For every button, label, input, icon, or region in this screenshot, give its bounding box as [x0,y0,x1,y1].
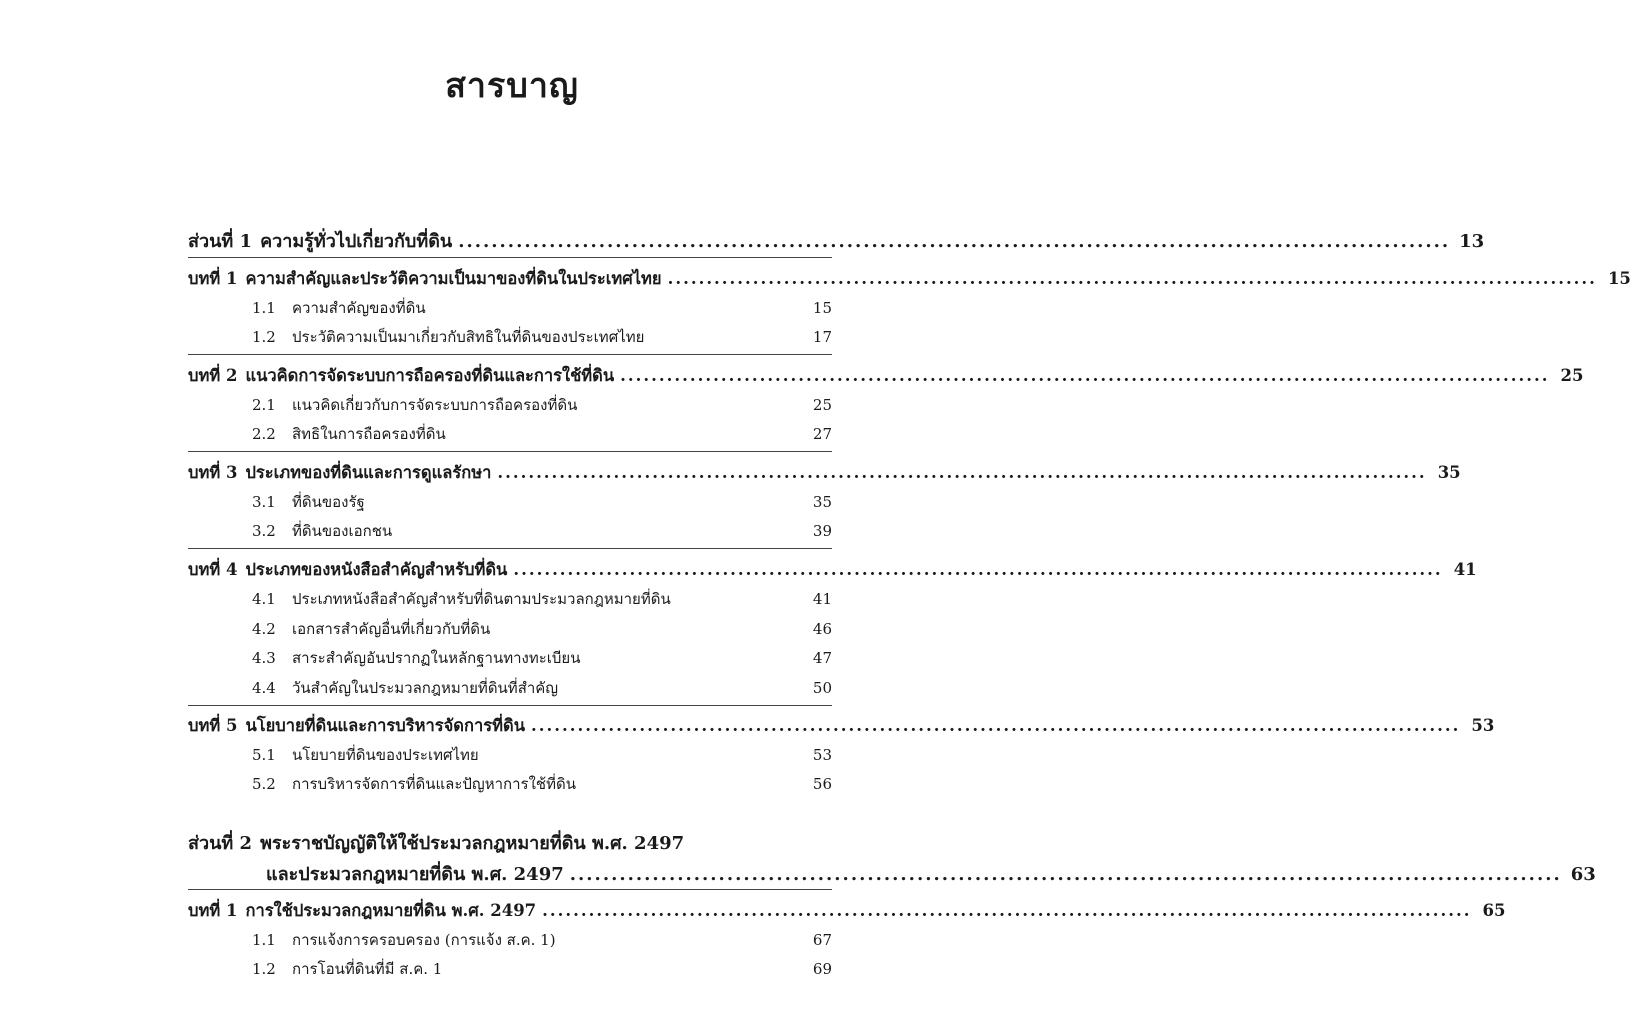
divider [188,889,832,890]
toc-page-number: 39 [812,522,832,540]
toc-page-number: 67 [812,931,832,949]
toc-part-2-section-1-1 [252,928,832,952]
toc-section-title: แนวคิดเกี่ยวกับการจัดระบบการถือครองที่ดิน [292,396,578,414]
dot-leader: ........................................................................................................................ [513,560,1443,579]
toc-section-title: การแจ้งการครอบครอง (การแจ้ง ส.ค. 1) [292,931,556,949]
toc-part-2-section-1-2 [252,957,832,981]
toc-section-1-1 [252,296,832,320]
toc-part-2-line-1 [188,828,832,857]
toc-section-title: สาระสำคัญอันปรากฏในหลักฐานทางทะเบียน [292,649,581,667]
toc-section-number: 2.1 [252,396,276,414]
toc-page-number: 56 [812,775,832,793]
toc-section-5-2 [252,772,832,796]
toc-section-number: 5.2 [252,775,276,793]
toc-chapter-title: แนวคิดการจัดระบบการถือครองที่ดินและการใช้ที่ดิน [245,366,615,385]
dot-leader: ........................................................................................................................ [542,901,1472,920]
toc-page-number: 27 [812,425,832,443]
toc-section-number: 4.2 [252,620,276,638]
toc-page-number: 46 [812,620,832,638]
toc-section-title: ประวัติความเป็นมาเกี่ยวกับสิทธิในที่ดินของประเทศไทย [292,328,645,346]
toc-section-4-4 [252,676,832,700]
toc-section-number: 2.2 [252,425,276,443]
toc-section-2-2 [252,422,832,446]
toc-section-4-2 [252,617,832,641]
toc-chapter-3 [188,460,1461,486]
toc-chapter-1 [188,266,1631,292]
divider [188,548,832,549]
toc-page-number: 25 [812,396,832,414]
toc-page-number: 13 [1459,231,1485,252]
toc-section-title: วันสำคัญในประมวลกฎหมายที่ดินที่สำคัญ [292,679,559,697]
toc-section-1-2 [252,325,832,349]
toc-section-4-1 [252,587,832,611]
toc-chapter-label: บทที่ 3 [188,463,238,482]
dot-leader: ........................................................................................................................ [458,231,1451,252]
toc-section-title: ที่ดินของรัฐ [292,493,365,511]
toc-page-number: 15 [812,299,832,317]
toc-part-2-chapter-1 [188,898,1506,924]
toc-chapter-title: ประเภทของที่ดินและการดูแลรักษา [245,463,492,482]
toc-section-title: ความสำคัญของที่ดิน [292,299,426,317]
dot-leader: ........................................................................................................................ [569,864,1562,885]
toc-page-number: 35 [1437,463,1461,482]
divider [188,257,832,258]
toc-part-title: ความรู้ทั่วไปเกี่ยวกับที่ดิน [260,231,453,252]
toc-section-title: การโอนที่ดินที่มี ส.ค. 1 [292,960,443,978]
toc-page-number: 41 [812,590,832,608]
toc-section-title: ประเภทหนังสือสำคัญสำหรับที่ดินตามประมวลกฎหมายที่ดิน [292,590,671,608]
toc-chapter-title: นโยบายที่ดินและการบริหารจัดการที่ดิน [245,716,525,735]
toc-section-5-1 [252,743,832,767]
toc-page-number: 41 [1453,560,1477,579]
toc-section-3-1 [252,490,832,514]
toc-page-number: 17 [812,328,832,346]
toc-page-number: 47 [812,649,832,667]
toc-chapter-label: บทที่ 1 [188,901,238,920]
dot-leader: ........................................................................................................................ [497,463,1427,482]
toc-section-number: 4.4 [252,679,276,697]
toc-section-3-2 [252,519,832,543]
toc-section-title: เอกสารสำคัญอื่นที่เกี่ยวกับที่ดิน [292,620,491,638]
toc-section-number: 1.1 [252,931,276,949]
toc-part-label: ส่วนที่ 2 [188,833,253,854]
toc-chapter-label: บทที่ 1 [188,269,238,288]
toc-page-number: 69 [812,960,832,978]
toc-page-number: 35 [812,493,832,511]
toc-section-number: 1.2 [252,328,276,346]
toc-page-number: 50 [812,679,832,697]
toc-page-number: 25 [1560,366,1584,385]
toc-page-number: 15 [1607,269,1631,288]
toc-part-1 [188,226,1485,255]
toc-chapter-5 [188,713,1495,739]
toc-page-number: 65 [1482,901,1506,920]
toc-section-title: นโยบายที่ดินของประเทศไทย [292,746,479,764]
toc-page-number: 63 [1570,864,1596,885]
dot-leader: ........................................................................................................................ [530,716,1461,735]
toc-section-number: 5.1 [252,746,276,764]
toc-section-title: สิทธิในการถือครองที่ดิน [292,425,446,443]
toc-part-title: พระราชบัญญัติให้ใช้ประมวลกฎหมายที่ดิน พ.ศ. 2497 [260,833,685,854]
toc-page-number: 53 [1471,716,1495,735]
toc-section-4-3 [252,646,832,670]
toc-chapter-label: บทที่ 5 [188,716,238,735]
divider [188,354,832,355]
toc-section-title: การบริหารจัดการที่ดินและปัญหาการใช้ที่ดิน [292,775,576,793]
toc-chapter-title: ความสำคัญและประวัติความเป็นมาของที่ดินในประเทศไทย [245,269,662,288]
toc-chapter-2 [188,363,1584,389]
toc-chapter-title: ประเภทของหนังสือสำคัญสำหรับที่ดิน [245,560,508,579]
toc-section-title: ที่ดินของเอกชน [292,522,393,540]
toc-part-label: ส่วนที่ 1 [188,231,253,252]
toc-chapter-title: การใช้ประมวลกฎหมายที่ดิน พ.ศ. 2497 [245,901,537,920]
toc-page-number: 53 [812,746,832,764]
toc-section-2-1 [252,393,832,417]
divider [188,705,832,706]
toc-part-title-continued: และประมวลกฎหมายที่ดิน พ.ศ. 2497 [266,864,564,885]
toc-part-2-line-2 [266,859,1596,888]
toc-chapter-label: บทที่ 4 [188,560,238,579]
toc-section-number: 3.1 [252,493,276,511]
toc-section-number: 4.1 [252,590,276,608]
page-title: สารบาญ [445,66,579,106]
toc-chapter-label: บทที่ 2 [188,366,238,385]
toc-section-number: 1.1 [252,299,276,317]
dot-leader: ........................................................................................................................ [667,269,1597,288]
divider [188,451,832,452]
toc-section-number: 4.3 [252,649,276,667]
toc-section-number: 3.2 [252,522,276,540]
toc-chapter-4 [188,557,1477,583]
toc-section-number: 1.2 [252,960,276,978]
dot-leader: ........................................................................................................................ [620,366,1550,385]
